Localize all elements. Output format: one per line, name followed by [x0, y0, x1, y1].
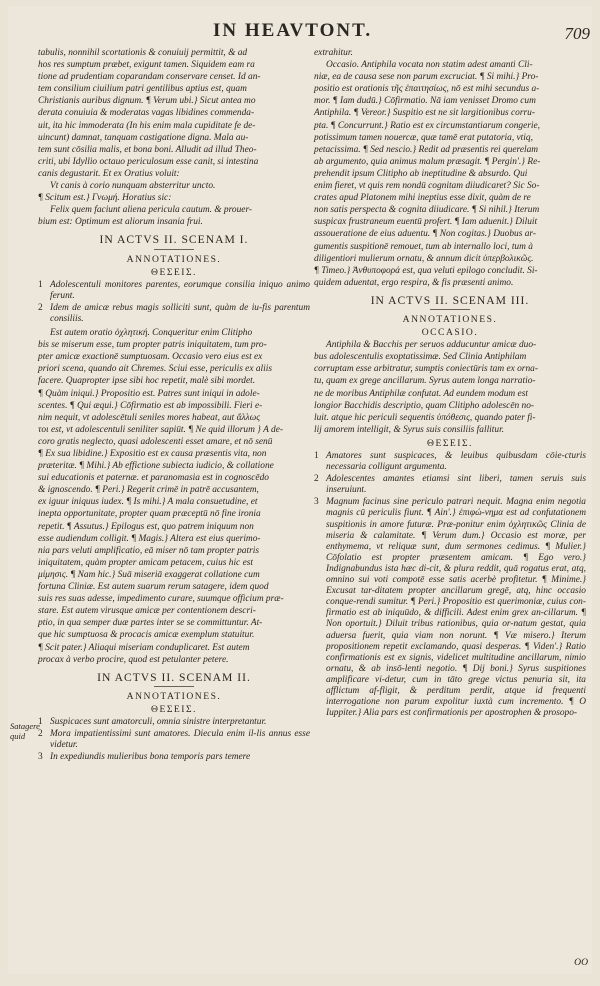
page-header — [8, 16, 592, 46]
text-line: uincunt) damnat, tanquam castigatione digna. Mala au- — [38, 132, 249, 143]
annotationes-heading: ANNOTATIONES. — [402, 313, 498, 325]
text-line: uit, ita hic immoderata (In his enim mala cupiditate fe de- — [38, 120, 256, 131]
page-number: 709 — [564, 24, 590, 43]
text-line: tabulis, nonnihil scortationis & conuiuij permittit, & ad — [38, 48, 248, 58]
text-line: longior Bacchidis descriptio, quam Clitipho adolescēn no- — [314, 400, 535, 411]
text-line: sui educationis et paternæ. et paranomasia est in cognoscēdo — [38, 473, 269, 484]
theses-heading: ΘΕΣΕΙΣ. — [151, 703, 197, 715]
text-line: tem consilium ciuilium patri gentilibus aptius est, quam — [38, 84, 247, 95]
quote-line: Vt canis à corio nunquam absterritur uncto. — [50, 181, 216, 192]
thesis-number: 1 — [38, 716, 43, 727]
text-line: nim nequit, vt adolescētuli seniles mores habeat, aut ἄλλως — [38, 412, 261, 423]
thesis-item — [38, 752, 310, 763]
catchword: OO — [574, 957, 588, 968]
book-page — [8, 6, 592, 974]
left-column — [38, 48, 310, 764]
thesis-item — [38, 303, 310, 325]
text-line: bis se miserum esse, tum propter patris iniquitatem, tum pro- — [38, 340, 267, 351]
text-line: pta. ¶ Concurrunt.} Ratio est ex circumstantiarum congerie, — [314, 120, 540, 131]
thesis-number: 3 — [314, 497, 319, 508]
text-line: que hic sumptuosa & procacis amicæ exemplum statuitur. — [38, 630, 255, 641]
text-line: luit. atque hic periculi sequentis ὑπόθεσις, quando pater fi- — [314, 412, 536, 423]
text-line: repetit. ¶ Assutus.} Epilogus est, quo patrem iniquum non — [38, 521, 254, 532]
text-line: lij amorem intelligit, & Syrus suis consiliis fallitur. — [314, 424, 505, 435]
text-line: enim fieret, vt quis rem nondū cognitam diiudicaret? Sic So- — [314, 181, 540, 192]
sec1-body — [38, 328, 310, 666]
theses-heading: ΘΕΣΕΙΣ. — [151, 266, 197, 278]
text-line: μίμησις. ¶ Nam hic.} Suā miseriā exaggerat collatione cum — [38, 569, 260, 580]
text-line: priori scena, quando ait Chremes. Sciui esse, periculis ex aliis — [38, 364, 272, 375]
theses-heading: ΘΕΣΕΙΣ. — [427, 437, 473, 449]
text-line: suspicax frustraneum euentū profert. ¶ Iam aduenit.} Diluit — [314, 217, 538, 228]
thesis-number: 3 — [38, 752, 43, 763]
section-title: IN ACTVS II. SCENAM II. — [97, 670, 251, 684]
thesis-number: 2 — [38, 302, 43, 313]
text-line: petacissima. ¶ Sed nescio.} Redit ad præsentis rei querelam — [314, 144, 539, 155]
text-line: ab argumento, quia animus malum præsagit. ¶ Pergin'.} Re- — [314, 156, 541, 167]
text-line: prehendit ipsum Clitipho ab ineptitudine & absurdo. Qui — [314, 168, 528, 179]
text-line: bium est: Optimum est aliorum insania frui. — [38, 217, 203, 228]
text-line: extrahitur. — [314, 48, 353, 58]
text-line: canis degustarit. Et ex Oratius voluit: — [38, 168, 180, 179]
text-line: mor. ¶ Iam dudū.} Cōfirmatio. Nā iam venisset Dromo cum — [314, 96, 536, 107]
text-line: & ignoscendo. ¶ Peri.} Regerit crimē in patrē accusantem, — [38, 485, 259, 496]
text-line: ptio, in qua semper duæ partes inter se se committuntur. At- — [38, 618, 263, 629]
annotationes-heading: ANNOTATIONES. — [126, 690, 222, 702]
thesis-text: Mora impatientissimi sunt amatores. Diecula enim il-lis annus esse videtur. — [50, 729, 310, 751]
thesis-text: Idem de amicæ rebus magis solliciti sunt, quàm de iu-fis parentum consiliis. — [50, 302, 310, 324]
text-line: ¶ Scit pater.} Aliaqui miseriam conduplicaret. Est autem — [38, 642, 250, 653]
text-line: ex iguur iniquus iudex. ¶ Is mihi.} A mala consuetudine, et — [38, 497, 258, 508]
text-line: hos res sumptum præbet, exigunt tamen. Siquidem eam ra — [38, 60, 255, 71]
divider — [430, 309, 470, 310]
thesis-item — [38, 729, 310, 751]
text-line: assoueratione de eius aduentu. ¶ Non cogitas.} Duobus ar- — [314, 229, 536, 240]
text-line: tu, quam ex grege ancillarum. Syrus autem longa narratio- — [314, 376, 536, 387]
thesis-text: Adolescentuli monitores parentes, eorumque consilia iniquo animo ferunt. — [50, 279, 310, 301]
text-line: ¶ Quàm iniqui.} Propositio est. Patres sunt iniqui in adole- — [38, 388, 260, 399]
text-line: positio est orationis τῆς ἐπαιτησίως, nō est mihi secundus a- — [314, 84, 540, 95]
right-column — [314, 48, 586, 720]
text-line: ¶ Timeo.} Ἀνθυποφορά est, qua veluti epilogo concludit. Si- — [314, 265, 538, 276]
text-line: quidem aduentat, ergo respira, & fis præsenti animo. — [314, 277, 514, 288]
section-title: IN ACTVS II. SCENAM I. — [99, 233, 249, 247]
text-line: nia pars veluti amplificatio, eā miser nō tam propter patris — [38, 545, 259, 556]
thesis-item — [314, 474, 586, 496]
running-head: IN HEAVTONT. — [213, 20, 373, 41]
text-line: scentes. ¶ Qui æqui.} Cōfirmatio est ab impossibili. Fieri e- — [38, 400, 263, 411]
text-line: crates apud Platonem mihi ineptius esse dixit, quàm de re — [314, 193, 531, 204]
thesis-item — [38, 717, 310, 728]
text-line: iniquitatem, quàm propter amicam petacem, cuius hic est — [38, 557, 253, 568]
text-line: pter amicæ exactionē sumptuosam. Occasio vero eius est ex — [38, 352, 263, 363]
thesis-item — [38, 280, 310, 302]
text-line: diligentiori mulierum ornatu, & annum dicit ὑπερβολικῶς. — [314, 253, 534, 264]
occasio-heading: OCCASIO. — [421, 327, 479, 339]
text-line: Antiphila & Bacchis per seruos adducuntur amicæ duo- — [326, 340, 537, 351]
thesis-text: Amatores sunt suspicaces, & leuibus quibusdam cōie-cturis necessaria colligunt argumenta. — [326, 451, 586, 473]
text-line: præteritæ. ¶ Mihi.} Ab effictione subiecta iudicio, & collatione — [38, 461, 274, 472]
text-line: suis res suas adesse, impedimento curare, suumque officium præ- — [38, 594, 284, 605]
text-line: Antiphila. ¶ Vereor.} Suspitio est ne sit largitionibus corru- — [314, 108, 535, 119]
text-line: Occasio. Antiphila vocata non statim adest amanti Cli- — [326, 60, 533, 71]
text-line: non satis perspecta & cognita diiudicare. ¶ Si nihil.} Iterum — [314, 205, 540, 216]
annotationes-heading: ANNOTATIONES. — [126, 253, 222, 265]
text-line: derata conuiuia & moderatas vagas libidines commenda- — [38, 108, 255, 119]
text-line: ¶ Ex sua libidine.} Expositio est ex causa præsentis vita, non — [38, 449, 267, 459]
text-line: ne de moribus Antiphilæ confutat. Ad eundem modum est — [314, 388, 528, 399]
text-line: τοι est, vt adolescentuli seniliter sapiūt. ¶ Ne quid illorum } A de- — [38, 424, 283, 435]
text-line: tem sunt cōsilia malis, et bona boni. Alludit ad illud Theo- — [38, 144, 257, 155]
thesis-item — [314, 497, 586, 719]
text-line: esse audiendum colligit. ¶ Magis.} Altera est eius querimo- — [38, 533, 261, 544]
text-line: corruptam esse arbitratur, sumptis coniectūris tam ex orna- — [314, 364, 538, 375]
margin-note: Satagere quid — [10, 721, 40, 741]
section-title: IN ACTVS II. SCENAM III. — [370, 293, 530, 307]
thesis-number: 2 — [314, 474, 319, 485]
text-line: facere. Quapropter ipse sibi hoc repetit, malè sibi mordet. — [38, 376, 256, 387]
text-line: bus adolescentulis exoptatissimæ. Sed Clinia Antiphilam — [314, 352, 527, 363]
text-line: niæ, ea de causa sese non parum excruciat. ¶ Si mihi.} Pro- — [314, 72, 539, 83]
thesis-text: Magnum facinus sine periculo patrari nequit. Magna enim negotia magnis cū periculis fiunt. ¶ Ain'.} ἐπιφώ-νημα est ad confutationem suspitionis in amore futuræ. Præ-ponitur enim ὀχλητικῶς Clinia de miseria & calamitate. ¶ Verum dum.} Occasio est moræ, per enthymema, vt reliquæ sunt, dum sermones cedimus. ¶ Mulier.} Cōfolatio est propter præsentem amicam. ¶ Ego vero.} Indignabundus ista hæc di-cit, & plura reddit, quā rogatus erat, atq, omnino sui voti compotē esse satis acerbè profitetur. ¶ Minime.} Excusat tar-ditatem propter ancillarum gregē, atq, hinc occasio conque-rendi sumitur. ¶ Peri.} Propositio est querimoniæ, cuius con-firmatio est ab iniquūdo, & difficili. Adest enim grex an-cillarum. ¶ Non oportuit.} Diluit tribus rationibus, quia or-natum gestat, quia aduersa fuerit, quia viam non norunt. ¶ Væ misero.} Iterum propositionem repetit exclamando, quasi desperas. ¶ Viden'.} Ratio confirmationis est ex signis, videlicet multitudine ancillarum, nimio ornatu, & ab insō-lenti negotio. ¶ Dij boni.} Syrus suspitiones amplificare vi-detur, cum in tāto grege victus penuria sit, ita afflictum af-fligit, & perditum perdit, atque id frequenti interrogatione non parum expolitur iuxtà cum incremento. ¶ O Iuppiter.} Alia pars est confirmationis per apostrophen & prosopo- — [326, 497, 586, 719]
divider — [154, 686, 194, 687]
text-line: ¶ Scitum est.} Γνωμή. Horatius sic: — [38, 193, 172, 204]
thesis-number: 1 — [38, 279, 43, 290]
text-line: potissimum tamen nouercæ, quæ tamē erat putatoria, vtiq, — [314, 132, 533, 143]
thesis-item — [314, 451, 586, 473]
text-line: coro gratis neglecto, quasi adolescenti esset amare, et nō senū — [38, 436, 273, 447]
thesis-text: In expediundis mulieribus bona temporis pars temere — [50, 752, 251, 763]
right-intro — [314, 48, 586, 289]
text-line: criti, ubi Idyllio octauo periculosum esse canit, si intestina — [38, 156, 259, 167]
text-line: gumentis suspitionē remouet, tum ab internallo loci, tum à — [314, 241, 533, 252]
text-line: procax à verbo procire, quod est petulanter petere. — [38, 654, 229, 665]
quote-line: Felix quem faciunt aliena pericula cautum. & prouer- — [50, 205, 253, 216]
thesis-text: Adolescentes amantes etiamsi sint liberi, tamen seruis suis inseruiunt. — [326, 474, 586, 496]
thesis-number: 2 — [38, 729, 43, 740]
thesis-number: 1 — [314, 451, 319, 461]
sec3-body — [314, 340, 586, 436]
divider — [154, 249, 194, 250]
text-line: stare. Est autem virusque amicæ per contentionem descri- — [38, 606, 256, 617]
text-line: inepta opportunitate, propter quam præceptū nō fine ironia — [38, 509, 261, 520]
text-line: Christianis auribus dignum. ¶ Verum ubi.} Sicut antea mo — [38, 96, 256, 107]
text-line: fortuna Cliniæ. Est autem suarum rerum satagere, idem quod — [38, 582, 269, 593]
thesis-text: Suspicaces sunt amatorculi, omnia sinistre interpretantur. — [50, 716, 267, 727]
text-line: tione ad prudentiam coparandam conservare censet. Id an- — [38, 72, 261, 83]
text-line: Est autem oratio ὀχλητική. Conqueritur enim Clitipho — [50, 328, 253, 339]
left-intro — [38, 48, 310, 228]
